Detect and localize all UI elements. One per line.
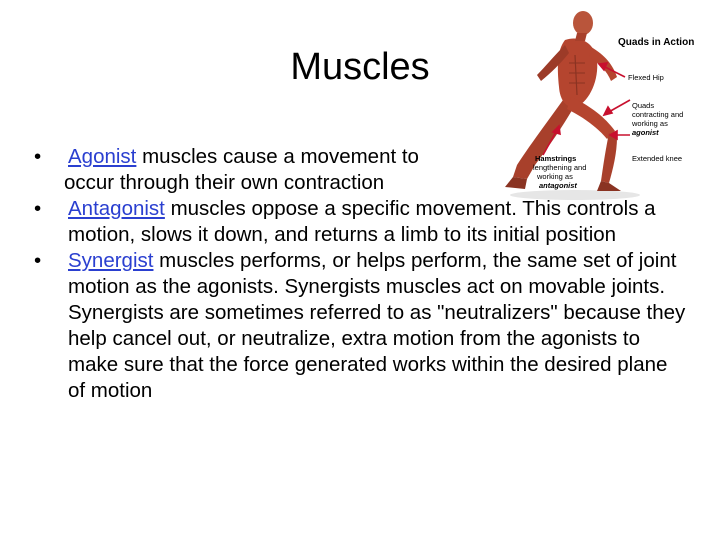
term-synergist: Synergist: [68, 249, 154, 272]
bullet-agonist: [30, 144, 690, 196]
slide-title: Muscles: [290, 46, 430, 88]
bullet-antagonist-text: muscles oppose a specific movement. This controls a motion, slows it down, and returns a limb to its initial position: [68, 197, 656, 246]
bullet-agonist-line1: [68, 144, 690, 170]
label-hamstrings-3: working as: [537, 172, 573, 181]
bullet-synergist: [30, 248, 690, 404]
label-hamstrings-2: lengthening and: [533, 163, 587, 172]
label-extended-knee: Extended knee: [632, 154, 683, 163]
bullet-marker: •: [34, 249, 42, 272]
label-hamstrings-1: Hamstrings: [535, 154, 577, 163]
label-quads-1: Quads: [632, 101, 655, 110]
bullet-agonist-line2: occur through their own contraction: [64, 171, 385, 194]
label-quads-3: working as: [632, 119, 668, 128]
label-quads-2: contracting and: [632, 110, 684, 119]
figure-title: Quads in Action: [618, 37, 695, 48]
bullet-synergist-text: muscles performs, or helps perform, the same set of joint motion as the agonists. Synergists muscles act on movable joints. Synergists are sometimes referred to as "neutralizers" because they help cancel out, or neutralize, extra motion from the agonists to make sure that the force generated works within the desired plane of motion: [68, 249, 686, 402]
bullet-agonist-text: muscles cause a movement to: [136, 145, 419, 168]
bullet-list: [30, 144, 690, 404]
term-agonist: Agonist: [68, 145, 137, 168]
label-hamstrings-4: antagonist: [539, 181, 577, 190]
bullet-marker: •: [34, 145, 42, 168]
bullet-marker: •: [34, 197, 42, 220]
bullet-antagonist: [30, 196, 690, 248]
term-antagonist: Antagonist: [68, 197, 165, 220]
label-quads-4: agonist: [632, 128, 659, 137]
label-flexed-hip: Flexed Hip: [628, 73, 664, 82]
